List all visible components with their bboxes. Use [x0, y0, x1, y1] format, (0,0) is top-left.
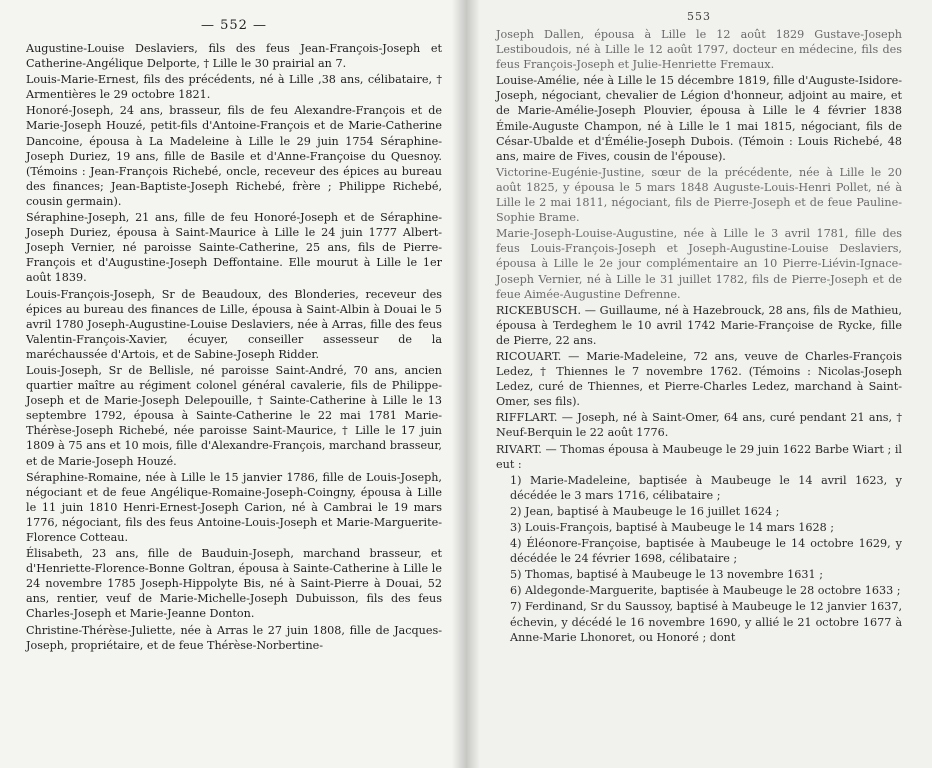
entry-paragraph: Louis-Marie-Ernest, fils des précédents, né à Lille ,38 ans, célibataire, † Armentières le 29 octobre 1821.	[26, 73, 442, 102]
child-list-item: 5) Thomas, baptisé à Maubeuge le 13 novembre 1631 ;	[510, 568, 823, 582]
child-list-item: 1) Marie-Madeleine, baptisée à Maubeuge le 14 avril 1623, y décédée le 3 mars 1716, célibataire ;	[510, 473, 902, 502]
entry-paragraph: Élisabeth, 23 ans, fille de Bauduin-Joseph, marchand brasseur, et d'Henriette-Florence-Bonne Goltran, épousa à Sainte-Catherine à Lille le 24 novembre 1785 Joseph-Hippolyte Bis, né à Saint-Pierre à Douai, 52 ans, rentier, veuf de Marie-Michelle-Joseph Dubuisson, fils des feus Charles-Joseph et Marie-Jeanne Donton.	[26, 547, 442, 621]
entry-paragraph: Joseph Dallen, épousa à Lille le 12 août 1829 Gustave-Joseph Lestiboudois, né à Lille le 12 août 1797, docteur en médecine, fils des feus François-Joseph et Julie-Henriette Fremaux.	[496, 28, 902, 72]
entry-paragraph: Christine-Thérèse-Juliette, née à Arras le 27 juin 1808, fille de Jacques-Joseph, propriétaire, et de feue Thérèse-Norbertine-	[26, 623, 442, 652]
entry-paragraph: Louis-Joseph, Sr de Bellisle, né paroisse Saint-André, 70 ans, ancien quartier maître au régiment colonel général cavalerie, fils de Philippe-Joseph et de Marie-Joseph Delepouille, † Sainte-Catherine à Lille le 13 septembre 1792, épousa à Sainte-Catherine le 22 mai 1781 Marie-Thérèse-Joseph Richebé, née paroisse Saint-Maurice, † Lille le 17 juin 1809 à 75 ans et 10 mois, fille d'Alexandre-François, marchand brasseur, et de Marie-Joseph Houzé.	[26, 363, 442, 468]
entry-paragraph: RICKEBUSCH. — Guillaume, né à Hazebrouck, 28 ans, fils de Mathieu, épousa à Terdeghem le 10 avril 1742 Marie-Françoise de Rycke, fille de Pierre, 22 ans.	[496, 303, 902, 347]
entry-paragraph: Honoré-Joseph, 24 ans, brasseur, fils de feu Alexandre-François et de Marie-Joseph Houzé, petit-fils d'Antoine-François et de Marie-Catherine Dancoine, épousa à La Madeleine à Lille le 29 juin 1754 Séraphine-Joseph Duriez, 19 ans, fille de Basile et d'Anne-Françoise du Quesnoy. (Témoins : Jean-François Richebé, oncle, receveur des épices au bureau des finances; Jean-Baptiste-Joseph Richebé, frère ; Philippe Richebé, cousin germain).	[26, 104, 442, 208]
right-page-number: 553	[687, 10, 711, 23]
entry-paragraph: Victorine-Eugénie-Justine, sœur de la précédente, née à Lille le 20 août 1825, y épousa le 5 mars 1848 Auguste-Louis-Henri Pollet, né à Lille le 2 mai 1811, négociant, fils de Pierre-Joseph et de feue Pauline-Sophie Brame.	[496, 165, 902, 225]
entry-paragraph: Louise-Amélie, née à Lille le 15 décembre 1819, fille d'Auguste-Isidore-Joseph, négociant, chevalier de Légion d'honneur, adjoint au maire, et de Marie-Amélie-Joseph Plouvier, épousa à Lille le 4 février 1838 Émile-Auguste Champon, né à Lille le 1 mai 1815, négociant, fils de César-Ubalde et d'Émélie-Joseph Dubois. (Témoin : Louis Richebé, 48 ans, maire de Fives, cousin de l'épouse).	[496, 74, 902, 163]
entry-paragraph: Marie-Joseph-Louise-Augustine, née à Lille le 3 avril 1781, fille des feus Louis-François-Joseph et Joseph-Augustine-Louise Deslaviers, épousa à Lille le 2e jour complémentaire an 10 Pierre-Liévin-Ignace-Joseph Vernier, né à Lille le 31 juillet 1782, fils de Pierre-Joseph et de feue Aimée-Augustine Defrenne.	[496, 227, 902, 301]
entry-paragraph: Louis-François-Joseph, Sr de Beaudoux, des Blonderies, receveur des épices au bureau des finances de Lille, épousa à Saint-Albin à Douai le 5 avril 1780 Joseph-Augustine-Louise Deslaviers, née à Arras, fille des feus Valentin-François-Xavier, écuyer, conseiller assesseur de la maréchaussée d'Artois, et de Sabine-Joseph Ridder.	[26, 287, 442, 361]
child-list-item: 3) Louis-François, baptisé à Maubeuge le 14 mars 1628 ;	[510, 521, 835, 534]
entry-paragraph: Séraphine-Romaine, née à Lille le 15 janvier 1786, fille de Louis-Joseph, négociant et de feue Angélique-Romaine-Joseph-Coingny, épousa à Lille le 11 juin 1810 Henri-Ernest-Joseph Carion, né à Cambrai le 19 mars 1776, négociant, fils des feus Antoine-Louis-Joseph et Marie-Marguerite-Florence Cotteau.	[26, 470, 442, 544]
right-page	[466, 0, 932, 768]
entry-paragraph: RIVART. — Thomas épousa à Maubeuge le 29 juin 1622 Barbe Wiart ; il eut :	[496, 442, 902, 471]
child-list-item: 6) Aldegonde-Marguerite, baptisée à Maubeuge le 28 octobre 1633 ;	[510, 584, 901, 598]
entry-paragraph: Augustine-Louise Deslaviers, fils des feus Jean-François-Joseph et Catherine-Angélique Delporte, † Lille le 30 prairial an 7.	[26, 42, 442, 71]
entry-paragraph: RICOUART. — Marie-Madeleine, 72 ans, veuve de Charles-François Ledez, † Thiennes le 7 novembre 1762. (Témoins : Nicolas-Joseph Ledez, curé de Thiennes, et Pierre-Charles Ledez, marchand à Saint-Omer, ses fils).	[496, 349, 902, 409]
entry-paragraph: Séraphine-Joseph, 21 ans, fille de feu Honoré-Joseph et de Séraphine-Joseph Duriez, épousa à Saint-Maurice à Lille le 24 juin 1777 Albert-Joseph Vernier, né paroisse Sainte-Catherine, 25 ans, fils de Pierre-François et d'Augustine-Joseph Deffontaine. Elle mourut à Lille le 1er août 1839.	[26, 211, 442, 285]
child-list-item: 7) Ferdinand, Sr du Saussoy, baptisé à Maubeuge le 12 janvier 1637, échevin, y décédé le 16 novembre 1690, y allié le 21 octobre 1677 à Anne-Marie Lhonoret, ou Honoré ; dont	[510, 600, 902, 644]
child-list-item: 4) Éléonore-Françoise, baptisée à Maubeuge le 14 octobre 1629, y décédée le 24 février 1698, célibataire ;	[510, 537, 902, 566]
child-list-item: 2) Jean, baptisé à Maubeuge le 16 juillet 1624 ;	[510, 504, 780, 518]
entry-paragraph: RIFFLART. — Joseph, né à Saint-Omer, 64 ans, curé pendant 21 ans, † Neuf-Berquin le 22 août 1776.	[496, 411, 902, 440]
left-page-number: — 552 —	[200, 18, 268, 33]
